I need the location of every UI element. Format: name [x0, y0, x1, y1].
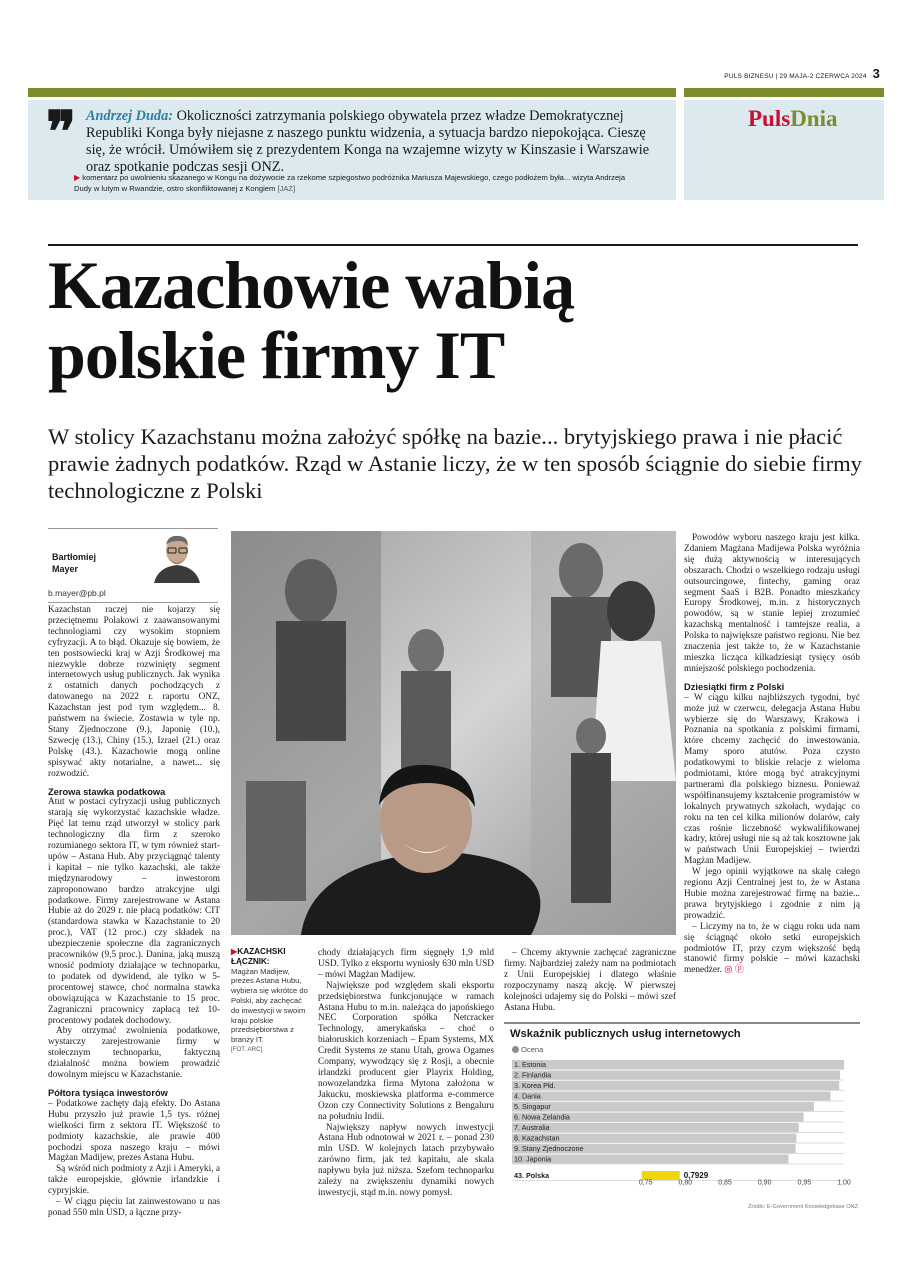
paragraph: Atut w postaci cyfryzacji usług publicznych starają się wykorzystać kazachskie władze. Pięć lat temu rząd utworzył w stolicy park technologiczny dla firm z szeroko rozumianego sektora IT, w tym również start-upów – Astana Hub. Aby przyciągnąć talenty i kapitał – nie tylko kazachski, ale także międzynarodowy – inwestorom zaproponowano bardzo atrakcyjne ulgi podatkowe. Firmy zarejestrowane w Astana Hubie aż do 2029 r. nie płacą podatków: CIT (standardowa stawka w Kazachstanie to 20 proc.), VAT (12 proc.) czy składek na ubezpieczenie społeczne dla zagranicznych pracowników (9,5 proc.). Danina, jaką muszą wnosić podmioty działające w technoparku, to podatek od dywidend, ale tylko w 5-procentowej stawce, choć normalna stawka obowiązująca w Kazachstanie to 15 proc. Zagraniczni pracownicy zapłacą też 10-procentowy podatek dochodowy. [48, 797, 220, 1026]
quote-note-text: komentarz po uwolnieniu skazanego w Kongu na dożywocie za rzekome szpiegostwo podróżnika Mariusza Majewskiego, czego podłożem była... wizyta Andrzeja Dudy w lutym w Rwandzie, ostro skonfliktowanej z Kongiem [74, 173, 626, 193]
puls-dnia-logo [748, 106, 837, 132]
headline-rule [48, 244, 858, 246]
chart-category-label: 10. Japonia [514, 1154, 552, 1164]
author-first: Bartłomiej [52, 552, 97, 562]
paragraph: – W ciągu kilku najbliższych tygodni, być może już w czerwcu, delegacja Astana Hubu wybierze się do Warszawy, Krakowa i Poznania na spotkania z polskimi firmami, które chcemy zachęcić do inwestowania. Mamy sporo atutów. Poza czysto podatkowymi to bliskie relacje z wieloma podmiotami, które mogą być atrakcyjnymi partnerami dla polskiego biznesu. Ponieważ współfinansujemy kształcenie programistów w lokalnych prywatnych szkołach, wydając co roku na ten cel kilka milionów dolarów, cały czas rośnie liczebność wykwalifikowanej kadry, której usługi nie są aż tak kosztowne jak w państwach Unii Europejskiej – twierdzi Magżan Madijew. [684, 692, 860, 867]
chart-bar [512, 1102, 814, 1111]
chart-category-label: 5. Singapur [514, 1102, 551, 1111]
paragraph-text: – Liczymy na to, że w ciągu roku uda nam się ściągnąć około setki europejskich podmiotów IT, przy czym większość będą stanowić firmy polskie – mówi kazachski menedżer. [684, 921, 860, 976]
quote-mark-icon: ❞ [46, 99, 77, 165]
paragraph: Kazachstan raczej nie kojarzy się przeciętnemu Polakowi z zaawansowanymi technologiami czy wysokim stopniem cyfryzacji. A to błąd. Okazuje się bowiem, że ten postsowiecki kraj w Azji Środkowej ma niezwykle dobrze rozwinięty segment internetowych usług publicznych. Jak wynika z ostatnich danych pochodzących z datowanego na 2022 r. raportu ONZ, Kazachstan jest pod tym względem... 8. państwem na świecie. Zostawia w tyle np. Stany Zjednoczone (9.), Japonię (10.), Szwecję (13.), Chiny (15.), Izrael (21.) oraz Polskę (43.). Kazachowie mogą online spisywać akty notarialne, a nawet... się rozwodzić. [48, 605, 220, 779]
quote-text [86, 108, 666, 176]
chart-category-label: 6. Nowa Zelandia [514, 1112, 570, 1122]
article-column-2 [318, 948, 494, 1199]
paragraph: W jego opinii wyjątkowe na skalę całego regionu Azji Centralnej jest to, że w Astana Hubie można zarejestrować firmę na bazie... prawa brytyjskiego i zgodnie z nim ją prowadzić. [684, 867, 860, 921]
headline-line1: Kazachowie wabią [48, 247, 575, 323]
byline [48, 528, 218, 582]
caption-title-text: KAZACHSKI ŁĄCZNIK: [231, 947, 286, 966]
chart-category-label: 9. Stany Zjednoczone [514, 1144, 584, 1153]
logo-part-dnia: Dnia [790, 106, 838, 131]
byline-rule [48, 602, 218, 603]
note-triangle-icon: ▶ [74, 173, 81, 182]
article-photo [231, 531, 676, 935]
paragraph: chody działających firm sięgnęły 1,9 mld USD. Tylko z eksportu wyniosły 630 mln USD – mówi Magżan Madijew. [318, 948, 494, 980]
paragraph: Aby otrzymać zwolnienia podatkowe, wystarczy zarejestrowanie firmy w stołecznym technoparku, faktyczną działalność można bowiem prowadzić dowolnym miejscu w Kazachstanie. [48, 1026, 220, 1081]
chart-legend [512, 1045, 543, 1054]
subheading-zerowa: Zerowa stawka podatkowa [48, 786, 166, 797]
chart-category-label: 2. Finlandia [514, 1070, 552, 1080]
paragraph: – Chcemy aktywnie zachęcać zagraniczne firmy. Najbardziej zależy nam na podmiotach z Unii Europejskiej i dlatego właśnie rozpoczynamy naszą akcję. W pierwszej kolejności udajemy się do Polski – mówi szef Astana Hubu. [504, 948, 676, 1013]
chart-category-label: 4. Dania [514, 1091, 541, 1101]
chart-data-label: 0,7929 [683, 1171, 709, 1180]
logo-part-puls: Puls [748, 106, 791, 131]
page-folio [700, 66, 880, 81]
paragraph: – W ciągu pięciu lat zainwestowano u nas ponad 550 mln USD, a łączne przy- [48, 1197, 220, 1218]
paragraph: Największy napływ nowych inwestycji Astana Hub odnotował w 2021 r. – ponad 230 mln USD. W kolejnych latach przybywało zarówno firm, jak też kapitału, ale skala napływu była już niższa. Szefom technoparku zależy na zwiększeniu dynamiki nowych inwestycji, stąd m.in. nowy pomysł. [318, 1122, 494, 1198]
author-email[interactable]: b.mayer@pb.pl [48, 588, 106, 598]
caption-triangle-icon: ▶ [231, 947, 238, 956]
chart-source: Źródło: E-Government Knowledgebase ONZ [747, 1204, 858, 1210]
article-column-3 [504, 948, 676, 1013]
quote-box [28, 100, 676, 200]
legend-dot-icon [512, 1046, 519, 1053]
article-headline [48, 247, 868, 393]
chart-tick-label: 1,00 [837, 1179, 851, 1187]
folio-text: PULS BIZNESU | 29 MAJA-2 CZERWCA 2024 [724, 73, 867, 80]
page-number: 3 [872, 66, 880, 81]
chart-tick-label: 0,85 [718, 1179, 732, 1187]
paragraph [684, 922, 860, 977]
paragraph: Powodów wyboru naszego kraju jest kilka. Zdaniem Magżana Madijewa Polska wyróżnia się dużą aktywnością w interesujących obszarach. Chodzi o wszelkiego rodzaju usługi outsourcingowe, fintechy, gaming oraz segment SaaS i B2B. Ponadto mieszkańcy Europy Środkowej, m.in. z historycznych powodów, są w stanie lepiej zrozumieć kazachską mentalność i tamtejsze realia, a Polska to największe państwo regionu. Nie bez znaczenia jest także to, że w Kazachstanie mieszka licząca kilkadziesiąt tysięcy osób mniejszość polskiego pochodzenia. [684, 533, 860, 674]
paragraph: – Podatkowe zachęty dają efekty. Do Astana Hubu przyszło już prawie 1,5 tys. różnej wielkości firm z sektora IT. Większość to podmioty kazachskie, ale prawie 400 pochodzi spoza naszego kraju – mówi Magżan Madijew, prezes Astana Hubu. [48, 1098, 220, 1164]
chart-category-label: 1. Estonia [514, 1060, 546, 1069]
chart-bar [512, 1071, 840, 1080]
end-marks: ◎ ⓟ [724, 965, 745, 976]
chart-title: Wskaźnik publicznych usług internetowych [510, 1028, 741, 1040]
headline-line2: polskie firmy IT [48, 317, 505, 393]
chart-category-label: 3. Korea Płd. [514, 1081, 556, 1090]
chart-bar [512, 1155, 788, 1164]
subheading-dziesiatki: Dziesiątki firm z Polski [684, 681, 785, 692]
caption-credit: [FOT. ARC] [231, 1045, 263, 1053]
chart-bar [512, 1092, 831, 1101]
chart-bar [512, 1081, 839, 1090]
legend-label: Ocena [521, 1045, 544, 1054]
article-lead: W stolicy Kazachstanu można założyć spółkę na bazie... brytyjskiego prawa i nie płacić prawie żadnych podatków. Rząd w Astanie liczy, że w ten sposób ściągnie do siebie firmy technologiczne z Polski [48, 424, 862, 503]
chart-bar [512, 1123, 799, 1132]
author-last: Mayer [52, 564, 79, 574]
paragraph: Są wśród nich podmioty z Azji i Ameryki, a także europejskie, głównie irlandzkie i cypryjskie. [48, 1164, 220, 1197]
chart-canvas [504, 1024, 860, 1204]
quote-body: Okoliczności zatrzymania polskiego obywatela przez władze Demokratycznej Republiki Konga były niejasne z naszego punktu widzenia, a sytuacja bardzo niepokojąca. Cieszę się, że wrócił. Umówiłem się z prezydentem Konga na wzajemne wizyty w Kinszasie i Warszawie oraz spotkanie podczas sesji ONZ. [86, 108, 650, 175]
quote-note-tag: [JAZ] [277, 184, 296, 193]
article-column-4 [684, 533, 860, 976]
puls-dnia-box [684, 100, 884, 200]
author-avatar [148, 531, 206, 583]
chart-category-label: 8. Kazachstan [514, 1133, 560, 1143]
egov-chart [504, 1022, 860, 1212]
top-rule-left [28, 88, 676, 97]
subheading-poltora: Półtora tysiąca inwestorów [48, 1087, 168, 1098]
chart-tick-label: 0,95 [797, 1179, 812, 1187]
chart-tick-label: 0,75 [638, 1179, 653, 1187]
chart-category-label: 43. Polska [514, 1171, 550, 1180]
chart-category-label: 7. Australia [514, 1123, 550, 1132]
article-column-1 [48, 605, 220, 1219]
chart-tick-label: 0,80 [678, 1179, 693, 1187]
quote-speaker: Andrzej Duda: [86, 108, 173, 124]
photo-illustration [231, 531, 676, 935]
caption-title [231, 947, 309, 967]
paragraph: Największe pod względem skali eksportu przedsiębiorstwa funkcjonujące w ramach Astana Hubu to m.in. należąca do japońskiego NEC Corporation spółka Netcracker Technology, amerykańska – choć o białoruskich korzeniach – Epam Systems, MX Credit Systems ze stanu Utah, growa Ogames Company, wywodzący się z Rosji, a obecnie irlandzki producent gier Playrix Holding, nowozelandzka firma Mytona założona w Jakucku, moskiewska platforma e-commerce Ozon czy Connectivity Solutions z Bengaluru na południu Indii. [318, 980, 494, 1122]
photo-caption [231, 947, 309, 1055]
top-rule-right [684, 88, 884, 97]
quote-note [74, 172, 634, 194]
author-name [52, 551, 96, 575]
chart-bar [512, 1060, 844, 1069]
caption-text: Magżan Madijew, prezes Astana Hubu, wybiera się wkrótce do Polski, aby zachęcać do inwestycji w swoim kraju polskie przedsiębiorstwa z branży IT. [231, 966, 308, 1045]
chart-tick-label: 0,90 [757, 1179, 772, 1187]
